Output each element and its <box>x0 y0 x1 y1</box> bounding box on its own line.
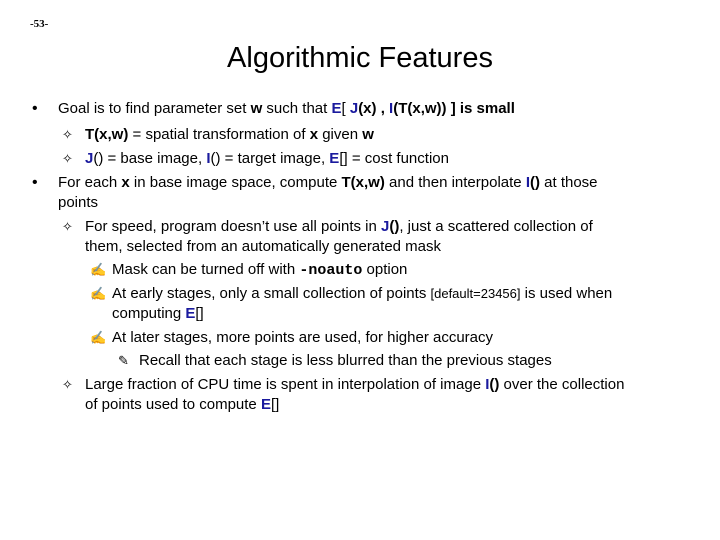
sub-sub-bullet-early-cont: computing E[] <box>112 305 204 322</box>
page-number: -53- <box>30 18 49 30</box>
diamond-bullet-icon: ✧ <box>62 377 73 392</box>
sub-sub-sub-bullet-recall: Recall that each stage is less blurred than the previous stages <box>139 352 552 369</box>
bullet-marker: • <box>32 100 38 117</box>
sub-sub-bullet-noauto: Mask can be turned off with -noauto option <box>112 261 408 279</box>
diamond-bullet-icon: ✧ <box>62 127 73 142</box>
sub-bullet-cpu: Large fraction of CPU time is spent in interpolation of image I() over the collection <box>85 376 625 393</box>
sub-sub-bullet-later: At later stages, more points are used, for higher accuracy <box>112 329 494 346</box>
pen-bullet-icon: ✍ <box>90 330 107 345</box>
slide-title: Algorithmic Features <box>227 42 493 74</box>
diamond-bullet-icon: ✧ <box>62 219 73 234</box>
sub-bullet-speed: For speed, program doesn’t use all points in J(), just a scattered collection of <box>85 218 593 235</box>
sub-bullet-cpu-cont: of points used to compute E[] <box>85 396 280 413</box>
sub-bullet-transform: T(x,w) = spatial transformation of x given w <box>85 126 374 143</box>
sub-bullet-speed-cont: them, selected from an automatically generated mask <box>85 238 442 255</box>
bullet-goal: Goal is to find parameter set w such that E[ J(x) , I(T(x,w)) ] is small <box>58 100 515 117</box>
sub-sub-bullet-early: At early stages, only a small collection of points [default=23456] is used when <box>112 285 613 302</box>
diamond-bullet-icon: ✧ <box>62 151 73 166</box>
pencil-bullet-icon: ✎ <box>118 353 129 368</box>
sub-bullet-images: J() = base image, I() = target image, E[] = cost function <box>85 150 449 167</box>
pen-bullet-icon: ✍ <box>90 262 107 277</box>
bullet-interpolate-cont: points <box>58 194 99 211</box>
bullet-marker: • <box>32 174 38 191</box>
pen-bullet-icon: ✍ <box>90 286 107 301</box>
bullet-interpolate: For each x in base image space, compute T(x,w) and then interpolate I() at those <box>58 174 598 191</box>
